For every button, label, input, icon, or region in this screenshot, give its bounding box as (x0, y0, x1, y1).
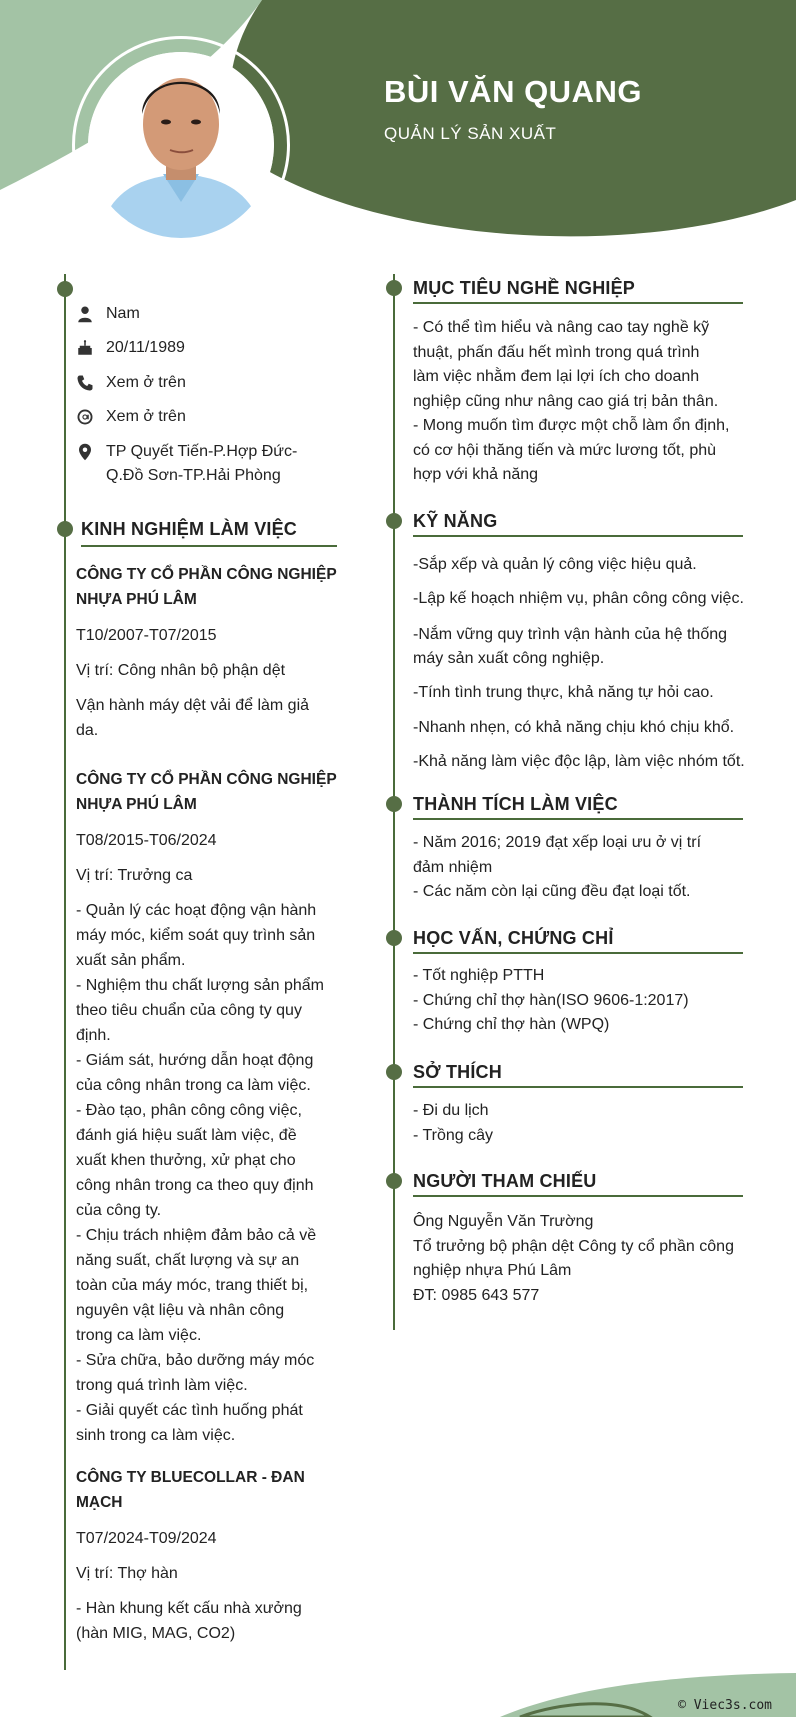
job-description: - Hàn khung kết cấu nhà xưởng (hàn MIG, MAG, CO2) (76, 1600, 302, 1642)
reference-title: NGƯỜI THAM CHIẾU (413, 1171, 597, 1191)
timeline-dot (386, 1173, 402, 1189)
profile-photo (88, 52, 274, 238)
contact-birthday: 20/11/1989 (76, 336, 346, 360)
hobbies-rule (413, 1086, 743, 1088)
job-position: Vị trí: Thợ hàn (76, 1565, 178, 1582)
footer-watermark: © Viec3s.com (678, 1698, 772, 1713)
objective-rule (413, 302, 743, 304)
job-3 (76, 1465, 356, 1646)
contact-phone: Xem ở trên (76, 371, 346, 395)
user-icon (76, 302, 106, 326)
job-period: T10/2007-T07/2015 (76, 627, 217, 644)
address-line-1: TP Quyết Tiến-P.Hợp Đức- (106, 443, 298, 460)
education-text: - Tốt nghiệp PTTH - Chứng chỉ thợ hàn(ISO 9606-1:2017) - Chứng chỉ thợ hàn (WPQ) (413, 967, 689, 1033)
skill-item: -Sắp xếp và quản lý công việc hiệu quả. (413, 556, 697, 573)
reference-text: Ông Nguyễn Văn Trường Tổ trưởng bộ phận dệt Công ty cổ phần công nghiệp nhựa Phú Lâm ĐT: 0985 643 577 (413, 1213, 734, 1304)
experience-rule (81, 545, 337, 547)
job-description: - Quản lý các hoạt động vận hành máy móc, kiểm soát quy trình sản xuất sản phẩm. - Nghiệm thu chất lượng sản phẩm theo tiêu chuẩn của công ty quy định. - Giám sát, hướng dẫn hoạt động của công nhân trong ca làm việc. - Đào tạo, phân công công việc, đánh giá hiệu suất làm việc, đề xuất khen thưởng, xử phạt cho công nhân trong ca theo quy định của công ty. - Chịu trách nhiệm đảm bảo cả về năng suất, chất lượng và sự an toàn của máy móc, trang thiết bị, nguyên vật liệu và nhân công trong ca làm việc. - Sửa chữa, bảo dưỡng máy móc trong quá trình làm việc. - Giải quyết các tình huống phát sinh trong ca làm việc. (76, 902, 324, 1444)
timeline-dot (386, 1064, 402, 1080)
achievements-text: - Năm 2016; 2019 đạt xếp loại ưu ở vị trí đảm nhiệm - Các năm còn lại cũng đều đạt loại tốt. (413, 834, 702, 900)
left-timeline (64, 274, 66, 1670)
job-1 (76, 562, 356, 743)
address-line-2: Q.Đồ Sơn-TP.Hải Phòng (106, 467, 281, 484)
skill-item: -Tính tình trung thực, khả năng tự hỏi cao. (413, 684, 714, 701)
candidate-role: QUẢN LÝ SẢN XUẤT (384, 124, 557, 143)
education-rule (413, 952, 743, 954)
contact-email: Xem ở trên (76, 405, 346, 429)
achievements-rule (413, 818, 743, 820)
contact-gender: Nam (76, 302, 346, 326)
timeline-dot (386, 930, 402, 946)
phone-icon (76, 371, 106, 395)
job-company: NHỰA PHÚ LÂM (76, 796, 197, 813)
skill-item: -Khả năng làm việc độc lập, làm việc nhóm tốt. (413, 753, 745, 770)
candidate-name: BÙI VĂN QUANG (384, 74, 642, 109)
timeline-dot (386, 796, 402, 812)
job-period: T08/2015-T06/2024 (76, 832, 217, 849)
skill-item: -Nắm vững quy trình vận hành của hệ thống máy sản xuất công nghiệp. (413, 626, 728, 667)
reference-rule (413, 1195, 743, 1197)
job-position: Vị trí: Công nhân bộ phận dệt (76, 662, 286, 679)
contact-address (76, 440, 346, 488)
job-company: MẠCH (76, 1494, 123, 1511)
skills-rule (413, 535, 743, 537)
education-title: HỌC VẤN, CHỨNG CHỈ (413, 928, 614, 948)
skill-item: -Lập kế hoạch nhiệm vụ, phân công công việc. (413, 590, 744, 607)
skills-title: KỸ NĂNG (413, 511, 498, 531)
cake-icon (76, 336, 106, 360)
job-company: NHỰA PHÚ LÂM (76, 591, 197, 608)
timeline-dot (386, 513, 402, 529)
job-description: Vận hành máy dệt vải để làm giả da. (76, 697, 310, 739)
job-period: T07/2024-T09/2024 (76, 1530, 217, 1547)
job-company: CÔNG TY CỔ PHẦN CÔNG NGHIỆP (76, 771, 337, 788)
timeline-dot (386, 280, 402, 296)
job-2 (76, 767, 356, 1448)
job-company: CÔNG TY BLUECOLLAR - ĐAN (76, 1469, 305, 1486)
hobbies-text: - Đi du lịch - Trồng cây (413, 1102, 494, 1144)
hobbies-title: SỞ THÍCH (413, 1062, 502, 1082)
skill-item: -Nhanh nhẹn, có khả năng chịu khó chịu khổ. (413, 719, 735, 736)
job-position: Vị trí: Trưởng ca (76, 867, 193, 884)
objective-title: MỤC TIÊU NGHỀ NGHIỆP (413, 278, 636, 298)
experience-title: KINH NGHIỆM LÀM VIỆC (81, 519, 298, 539)
job-company: CÔNG TY CỔ PHẦN CÔNG NGHIỆP (76, 566, 337, 583)
location-icon (76, 440, 106, 464)
objective-text: - Có thể tìm hiểu và nâng cao tay nghề kỹ thuật, phấn đấu hết mình trong quá trình làm việc nhằm đem lại lợi ích cho doanh nghiệp cũng như nâng cao giá trị bản thân. - Mong muốn tìm được một chỗ làm ổn định, có cơ hội thăng tiến và mức lương tốt, phù hợp với khả năng (413, 319, 730, 483)
email-icon (76, 405, 106, 429)
timeline-dot (57, 281, 73, 297)
timeline-dot (57, 521, 73, 537)
achievements-title: THÀNH TÍCH LÀM VIỆC (413, 794, 618, 814)
